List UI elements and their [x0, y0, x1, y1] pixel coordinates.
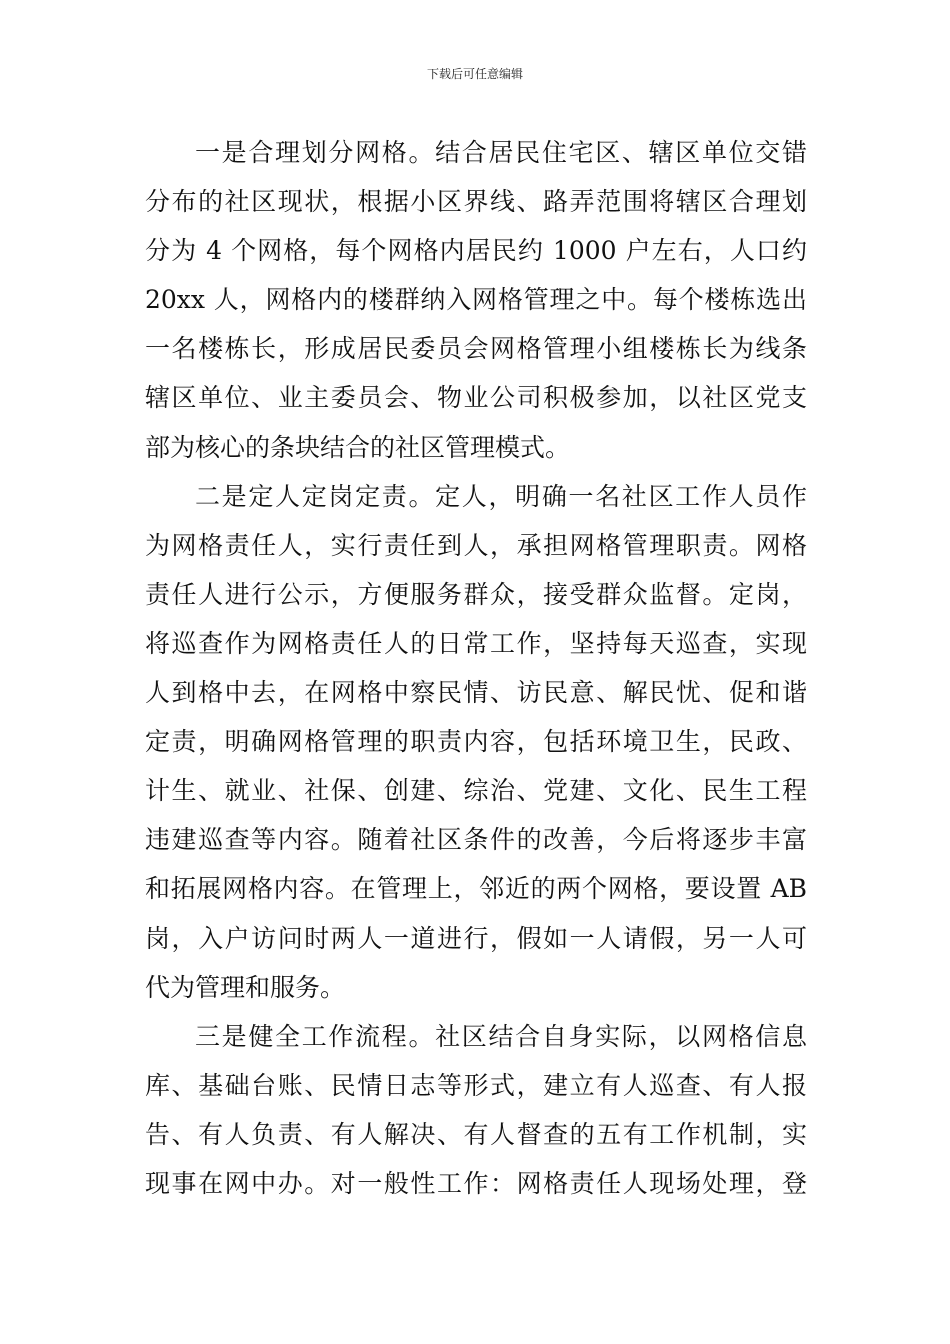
text-line: 分为 4 个网格，每个网格内居民约 1000 户左右，人口约 — [145, 236, 807, 266]
text-line: 部为核心的条块结合的社区管理模式。 — [145, 432, 571, 462]
text-line: 辖区单位、业主委员会、物业公司积极参加，以社区党支 — [145, 383, 807, 413]
text-line: 岗，入户访问时两人一道进行，假如一人请假，另一人可 — [145, 923, 807, 953]
text-line: 二是定人定岗定责。定人，明确一名社区工作人员作 — [195, 481, 807, 511]
paragraph-3 — [145, 1012, 807, 1208]
paragraph-1 — [145, 128, 807, 472]
text-line: 责任人进行公示，方便服务群众，接受群众监督。定岗， — [145, 579, 807, 609]
text-line: 和拓展网格内容。在管理上，邻近的两个网格，要设置 AB — [145, 874, 807, 904]
text-line: 为网格责任人，实行责任到人，承担网格管理职责。网格 — [145, 530, 807, 560]
text-line: 20xx 人，网格内的楼群纳入网格管理之中。每个楼栋选出 — [145, 285, 807, 315]
text-line: 人到格中去，在网格中察民情、访民意、解民忧、促和谐 — [145, 678, 807, 708]
text-line: 代为管理和服务。 — [145, 972, 346, 1002]
text-line: 违建巡查等内容。随着社区条件的改善，今后将逐步丰富 — [145, 825, 807, 855]
text-line: 将巡查作为网格责任人的日常工作，坚持每天巡查，实现 — [145, 628, 807, 658]
page-header: 下载后可任意编辑 — [426, 67, 523, 81]
text-line: 分布的社区现状，根据小区界线、路弄范围将辖区合理划 — [145, 187, 807, 217]
text-line: 库、基础台账、民情日志等形式，建立有人巡查、有人报 — [145, 1070, 807, 1100]
text-line: 告、有人负责、有人解决、有人督查的五有工作机制，实 — [145, 1119, 807, 1149]
document-body — [145, 128, 807, 1208]
text-line: 现事在网中办。对一般性工作：网格责任人现场处理，登 — [145, 1168, 807, 1198]
text-line: 一是合理划分网格。结合居民住宅区、辖区单位交错 — [195, 138, 807, 167]
text-line: 计生、就业、社保、创建、综治、党建、文化、民生工程 — [145, 776, 807, 806]
text-line: 一名楼栋长，形成居民委员会网格管理小组楼栋长为线条 — [145, 334, 807, 364]
paragraph-2 — [145, 472, 807, 1012]
text-line: 三是健全工作流程。社区结合自身实际，以网格信息 — [195, 1021, 807, 1051]
text-line: 定责，明确网格管理的职责内容，包括环境卫生，民政、 — [145, 727, 807, 757]
